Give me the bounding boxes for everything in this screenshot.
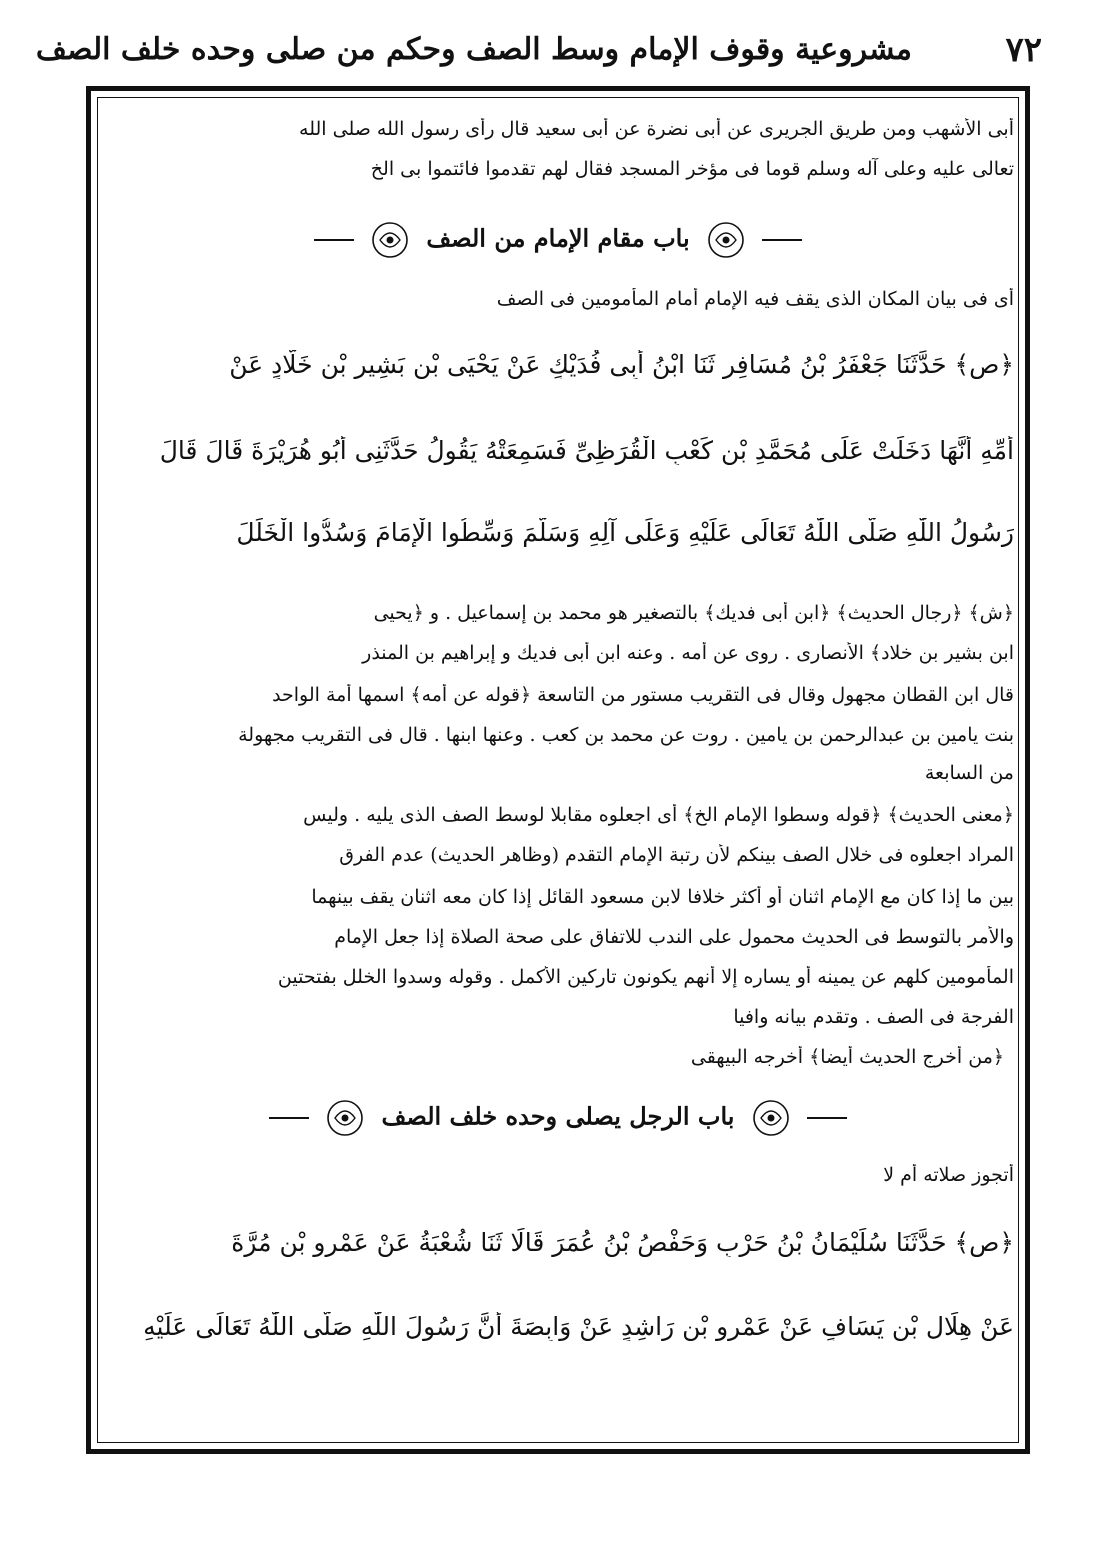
text-line: قال ابن القطان مجهول وقال فى التقريب مستور من التاسعة ﴿قوله عن أمه﴾ اسمها أمة الواحد [272, 684, 1014, 706]
ornament-icon [704, 218, 748, 262]
text-line: ﴿معنى الحديث﴾ ﴿قوله وسطوا الإمام الخ﴾ أى اجعلوه مقابلا لوسط الصف الذى يليه . وليس [303, 804, 1014, 826]
text-line: بنت يامين بن عبدالرحمن بن يامين . روت عن محمد بن كعب . وعنها ابنها . قال فى التقريب مجهولة [238, 724, 1014, 746]
section-heading-text: باب الرجل يصلى وحده خلف الصف [381, 1101, 735, 1131]
hadith-line: أُمِّهِ أَنَّهَا دَخَلَتْ عَلَى مُحَمَّدِ بْنِ كَعْبٍ الْقُرَظِىِّ فَسَمِعَتْهُ يَقُولُ حَدَّثَنِى أَبُو هُرَيْرَةَ قَالَ قَالَ [159, 436, 1014, 465]
hadith-line: ﴿ص﴾ حَدَّثَنَا سُلَيْمَانُ بْنُ حَرْبٍ وَحَفْصُ بْنُ عُمَرَ قَالَا ثَنَا شُعْبَةُ عَنْ عَمْرِو بْنِ مُرَّةَ [231, 1228, 1014, 1257]
text-line: بين ما إذا كان مع الإمام اثنان أو أكثر خلافا لابن مسعود القائل إذا كان معه اثنان يقف بينهما [311, 886, 1014, 908]
heading-dash [314, 239, 354, 241]
text-line: الفرجة فى الصف . وتقدم بيانه وافيا [733, 1006, 1014, 1028]
section-heading-text: باب مقام الإمام من الصف [426, 223, 690, 253]
running-title: مشروعية وقوف الإمام وسط الصف وحكم من صلى وحده خلف الصف [35, 32, 912, 67]
text-line: ﴿ش﴾ ﴿رجال الحديث﴾ ﴿ابن أبى فديك﴾ بالتصغير هو محمد بن إسماعيل . و ﴿يحيى [373, 602, 1014, 624]
text-line: أبى الأشهب ومن طريق الجريرى عن أبى نضرة عن أبى سعيد قال رأى رسول الله صلى الله [299, 118, 1014, 140]
hadith-line: رَسُولُ اللّٰهِ صَلَّى اللّٰهُ تَعَالَى عَلَيْهِ وَعَلَى آلِهِ وَسَلَّمَ وَسِّطُوا الْإِمَامَ وَسُدُّوا الْخَلَلَ [236, 518, 1014, 547]
heading-dash [807, 1117, 847, 1119]
text-line: ﴿من أخرج الحديث أيضا﴾ أخرجه البيهقى [690, 1046, 1004, 1068]
hadith-line: ﴿ص﴾ حَدَّثَنَا جَعْفَرُ بْنُ مُسَافِرٍ ثَنَا ابْنُ أَبِى فُدَيْكٍ عَنْ يَحْيَى بْنِ بَشِيرِ بْنِ خَلَّادٍ عَنْ [229, 350, 1014, 379]
heading-dash [269, 1117, 309, 1119]
page-number: ٧٢ [1005, 30, 1042, 70]
text-line: المراد اجعلوه فى خلال الصف بينكم لأن رتبة الإمام التقدم (وظاهر الحديث) عدم الفرق [339, 844, 1014, 866]
text-line: ابن بشير بن خلاد﴾ الأنصارى . روى عن أمه . وعنه ابن أبى فديك و إبراهيم بن المنذر [362, 642, 1014, 664]
text-line: أتجوز صلاته أم لا [883, 1164, 1014, 1186]
ornament-icon [749, 1096, 793, 1140]
heading-dash [762, 239, 802, 241]
text-line: تعالى عليه وعلى آله وسلم قوما فى مؤخر المسجد فقال لهم تقدموا فائتموا بى الخ [370, 158, 1014, 180]
hadith-line: عَنْ هِلَالِ بْنِ يَسَافٍ عَنْ عَمْرِو بْنِ رَاشِدٍ عَنْ وَابِصَةَ أَنَّ رَسُولَ اللّٰهِ صَلَّى اللّٰهُ تَعَالَى عَلَيْهِ [143, 1312, 1014, 1341]
ornament-icon [323, 1096, 367, 1140]
page-header [35, 30, 1042, 80]
section-heading [102, 1096, 1014, 1140]
text-line: أى فى بيان المكان الذى يقف فيه الإمام أمام المأمومين فى الصف [496, 288, 1014, 310]
text-line: والأمر بالتوسط فى الحديث محمول على الندب للاتفاق على صحة الصلاة إذا جعل الإمام [334, 926, 1014, 948]
section-heading [102, 218, 1014, 262]
text-line: من السابعة [924, 762, 1014, 784]
text-line: المأمومين كلهم عن يمينه أو يساره إلا أنهم يكونون تاركين الأكمل . وقوله وسدوا الخلل بفتحتين [277, 966, 1014, 988]
ornament-icon [368, 218, 412, 262]
